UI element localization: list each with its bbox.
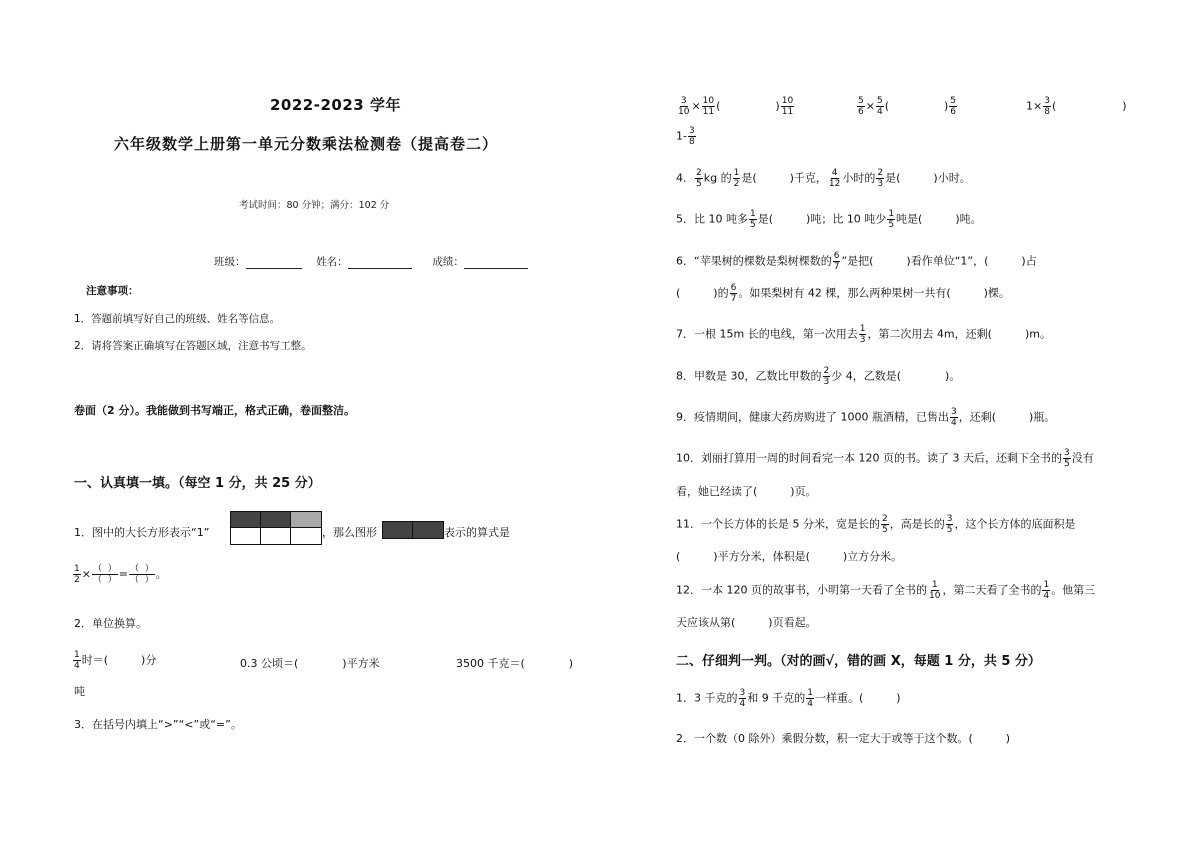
neatness-statement: 卷面（2 分）。我能做到书写端正，格式正确，卷面整洁。 — [74, 404, 355, 417]
year-title: 2022-2023 学年 — [270, 96, 401, 114]
student-info-row — [214, 254, 528, 269]
q3-label: 3．在括号内填上“>”“<”或“=”。 — [74, 718, 242, 731]
q3-item-3-wrap: 1- $\frac{3}{8}$ — [676, 126, 695, 147]
class-label: 班级： — [214, 256, 246, 268]
q2-item-3-wrap: 吨 — [74, 685, 85, 698]
q9: 9．疫情期间，健康大药房购进了 1000 瓶酒精，已售出 $\frac{3}{4}$ ，还剩( )瓶。 — [676, 407, 1056, 428]
q2-item-2: 0.3 公顷＝( )平方米 — [240, 657, 380, 670]
section-1-heading: 一、认真填一填。（每空 1 分，共 25 分） — [74, 476, 321, 491]
q1-prefix: 1．图中的大长方形表示“1” — [74, 526, 210, 539]
exam-info: 考试时间：80 分钟；满分：102 分 — [239, 200, 390, 211]
q11-line-2: ( )平方分米，体积是( )立方分米。 — [676, 550, 903, 563]
section-2-heading: 二、仔细判一判。（对的画√，错的画 X，每题 1 分，共 5 分） — [676, 654, 1041, 669]
q6-line-1: 6．“苹果树的棵数是梨树棵数的 $\frac{6}{7}$ ”是把( )看作单位“1”，( )占 — [676, 251, 1037, 272]
note-1: 1．答题前填写好自己的班级、姓名等信息。 — [74, 313, 281, 325]
q4: 4． $\frac{2}{5}$ kg 的 $\frac{1}{2}$ 是( )千克， $\frac{4}{12}$ 小时的 $\frac{2}{3}$ 是( )小时。 — [676, 168, 971, 189]
note-2: 2．请将答案正确填写在答题区域，注意书写工整。 — [74, 340, 312, 352]
q3-item-3: 1× $\frac{3}{8}$ ( ) — [1026, 96, 1127, 117]
class-field[interactable] — [246, 268, 302, 269]
q2-item-3: 3500 千克＝( ) — [456, 657, 574, 670]
name-field[interactable] — [348, 268, 412, 269]
q2-label: 2．单位换算。 — [74, 617, 147, 630]
page-title: 六年级数学上册第一单元分数乘法检测卷（提高卷二） — [114, 135, 499, 153]
fraction: $\frac{1}{4}$ — [74, 650, 80, 671]
q1-formula: $\frac{1}{2}$ × $\frac{( )}{( )}$ = $\frac{( )}{( )}$ 。 — [74, 564, 167, 585]
fraction: $\frac{1}{2}$ — [74, 564, 80, 585]
score-field[interactable] — [464, 268, 528, 269]
q1-shaded-shape — [382, 521, 444, 539]
q12-line-2: 天应该从第( )页看起。 — [676, 616, 817, 629]
q3-item-1: $\frac{3}{10}$ × $\frac{10}{11}$ ( ) $\frac{10}{11}$ — [678, 96, 794, 117]
score-label: 成绩： — [432, 256, 464, 268]
q2-item-1: $\frac{1}{4}$ 时＝( )分 — [74, 650, 157, 671]
q6-line-2: ( )的 $\frac{6}{7}$ 。如果梨树有 42 棵，那么两种果树一共有( )棵。 — [676, 283, 1010, 304]
notes-heading: 注意事项： — [86, 285, 139, 297]
answer-fraction-2[interactable]: $\frac{( )}{( )}$ — [129, 564, 154, 585]
q3-item-2: $\frac{5}{6}$ × $\frac{5}{4}$ ( ) $\frac{5}{6}$ — [858, 96, 957, 117]
q1-suffix: 表示的算式是 — [444, 526, 510, 539]
q8: 8．甲数是 30，乙数比甲数的 $\frac{2}{3}$ 少 4，乙数是( )。 — [676, 366, 961, 387]
q1-big-rectangle — [230, 511, 322, 545]
answer-fraction-1[interactable]: $\frac{( )}{( )}$ — [92, 564, 117, 585]
q1-middle: ，那么图形 — [322, 526, 377, 539]
q12-line-1: 12．一本 120 页的故事书，小明第一天看了全书的 $\frac{1}{10}$ ，第二天看了全书的 $\frac{1}{4}$ 。他第三 — [676, 580, 1096, 601]
q7: 7．一根 15m 长的电线，第一次用去 $\frac{1}{3}$ ，第二次用去 4m，还剩( )m。 — [676, 324, 1051, 345]
judge-2: 2．一个数（0 除外）乘假分数，积一定大于或等于这个数。( ) — [676, 732, 1011, 745]
judge-1: 1．3 千克的 $\frac{3}{4}$ 和 9 千克的 $\frac{1}{4}$ 一样重。( ) — [676, 688, 901, 709]
right-page — [600, 0, 1200, 848]
name-label: 姓名： — [316, 256, 348, 268]
q10-line-1: 10．刘丽打算用一周的时间看完一本 120 页的书。读了 3 天后，还剩下全书的 $\frac{3}{5}$ 没有 — [676, 448, 1094, 469]
q10-line-2: 看，她已经读了( )页。 — [676, 485, 817, 498]
q11-line-1: 11．一个长方体的长是 5 分米，宽是长的 $\frac{2}{5}$ ，高是长的 $\frac{3}{5}$ ，这个长方体的底面积是 — [676, 514, 1076, 535]
q5: 5．比 10 吨多 $\frac{1}{5}$ 是( )吨；比 10 吨少 $\frac{1}{5}$ 吨是( )吨。 — [676, 209, 982, 230]
